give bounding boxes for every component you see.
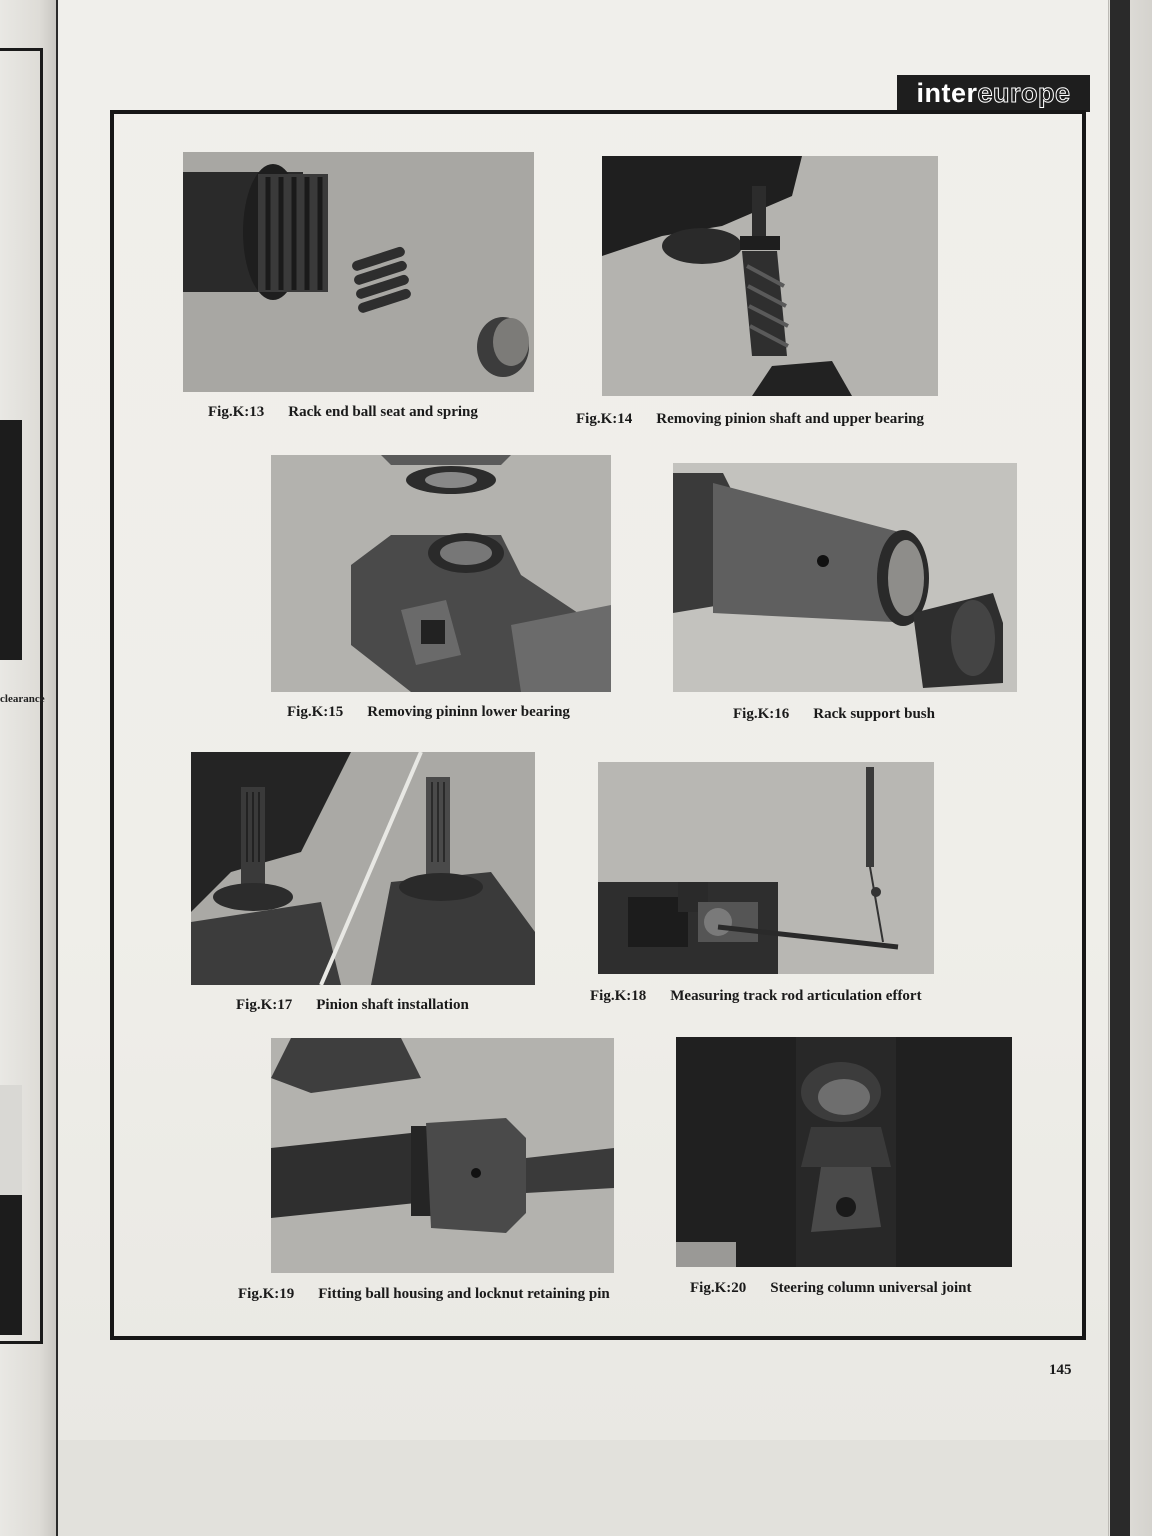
figure-number: Fig.K:19 [238,1286,295,1302]
page-number: 145 [1049,1362,1072,1378]
figure-caption: Steering column universal joint [770,1280,972,1296]
photo-fig-k17 [191,752,535,985]
publisher-logo [897,75,1090,112]
figure-caption: Pinion shaft installation [316,997,469,1013]
facing-page-photo-strip [0,1195,22,1335]
figure-caption: Measuring track rod articulation effort [670,988,922,1004]
figure-caption: Rack end ball seat and spring [288,404,478,420]
caption-fig-k20 [690,1280,972,1297]
facing-page-edge [0,0,58,1536]
photo-fig-k18 [598,762,934,974]
facing-page-photo-strip [0,1085,22,1195]
figure-number: Fig.K:15 [287,704,344,720]
figure-caption: Rack support bush [813,706,935,722]
caption-fig-k14 [576,411,924,428]
logo-text-inter: inter [916,78,978,108]
caption-fig-k19 [238,1286,610,1303]
figure-number: Fig.K:17 [236,997,293,1013]
facing-page-caption: clearance [0,693,45,705]
photo-fig-k20 [676,1037,1012,1267]
figure-number: Fig.K:20 [690,1280,747,1296]
photo-fig-k19 [271,1038,614,1273]
photo-fig-k16 [673,463,1017,692]
photo-fig-k14 [602,156,938,396]
figure-caption: Removing pininn lower bearing [367,704,570,720]
photo-fig-k13 [183,152,534,392]
caption-fig-k18 [590,988,922,1005]
caption-fig-k17 [236,997,469,1014]
figure-caption: Removing pinion shaft and upper bearing [656,411,924,427]
photo-fig-k15 [271,455,611,692]
figure-number: Fig.K:18 [590,988,647,1004]
book-cover-edge [1110,0,1130,1536]
logo-text-europe: europe [977,78,1071,108]
caption-fig-k16 [733,706,935,723]
page-bottom-shadow [58,1440,1152,1536]
caption-fig-k13 [208,404,478,421]
figure-caption: Fitting ball housing and locknut retaining pin [318,1286,610,1302]
caption-fig-k15 [287,704,570,721]
facing-page-photo-strip [0,420,22,660]
figure-number: Fig.K:16 [733,706,790,722]
figure-number: Fig.K:13 [208,404,265,420]
figure-number: Fig.K:14 [576,411,633,427]
